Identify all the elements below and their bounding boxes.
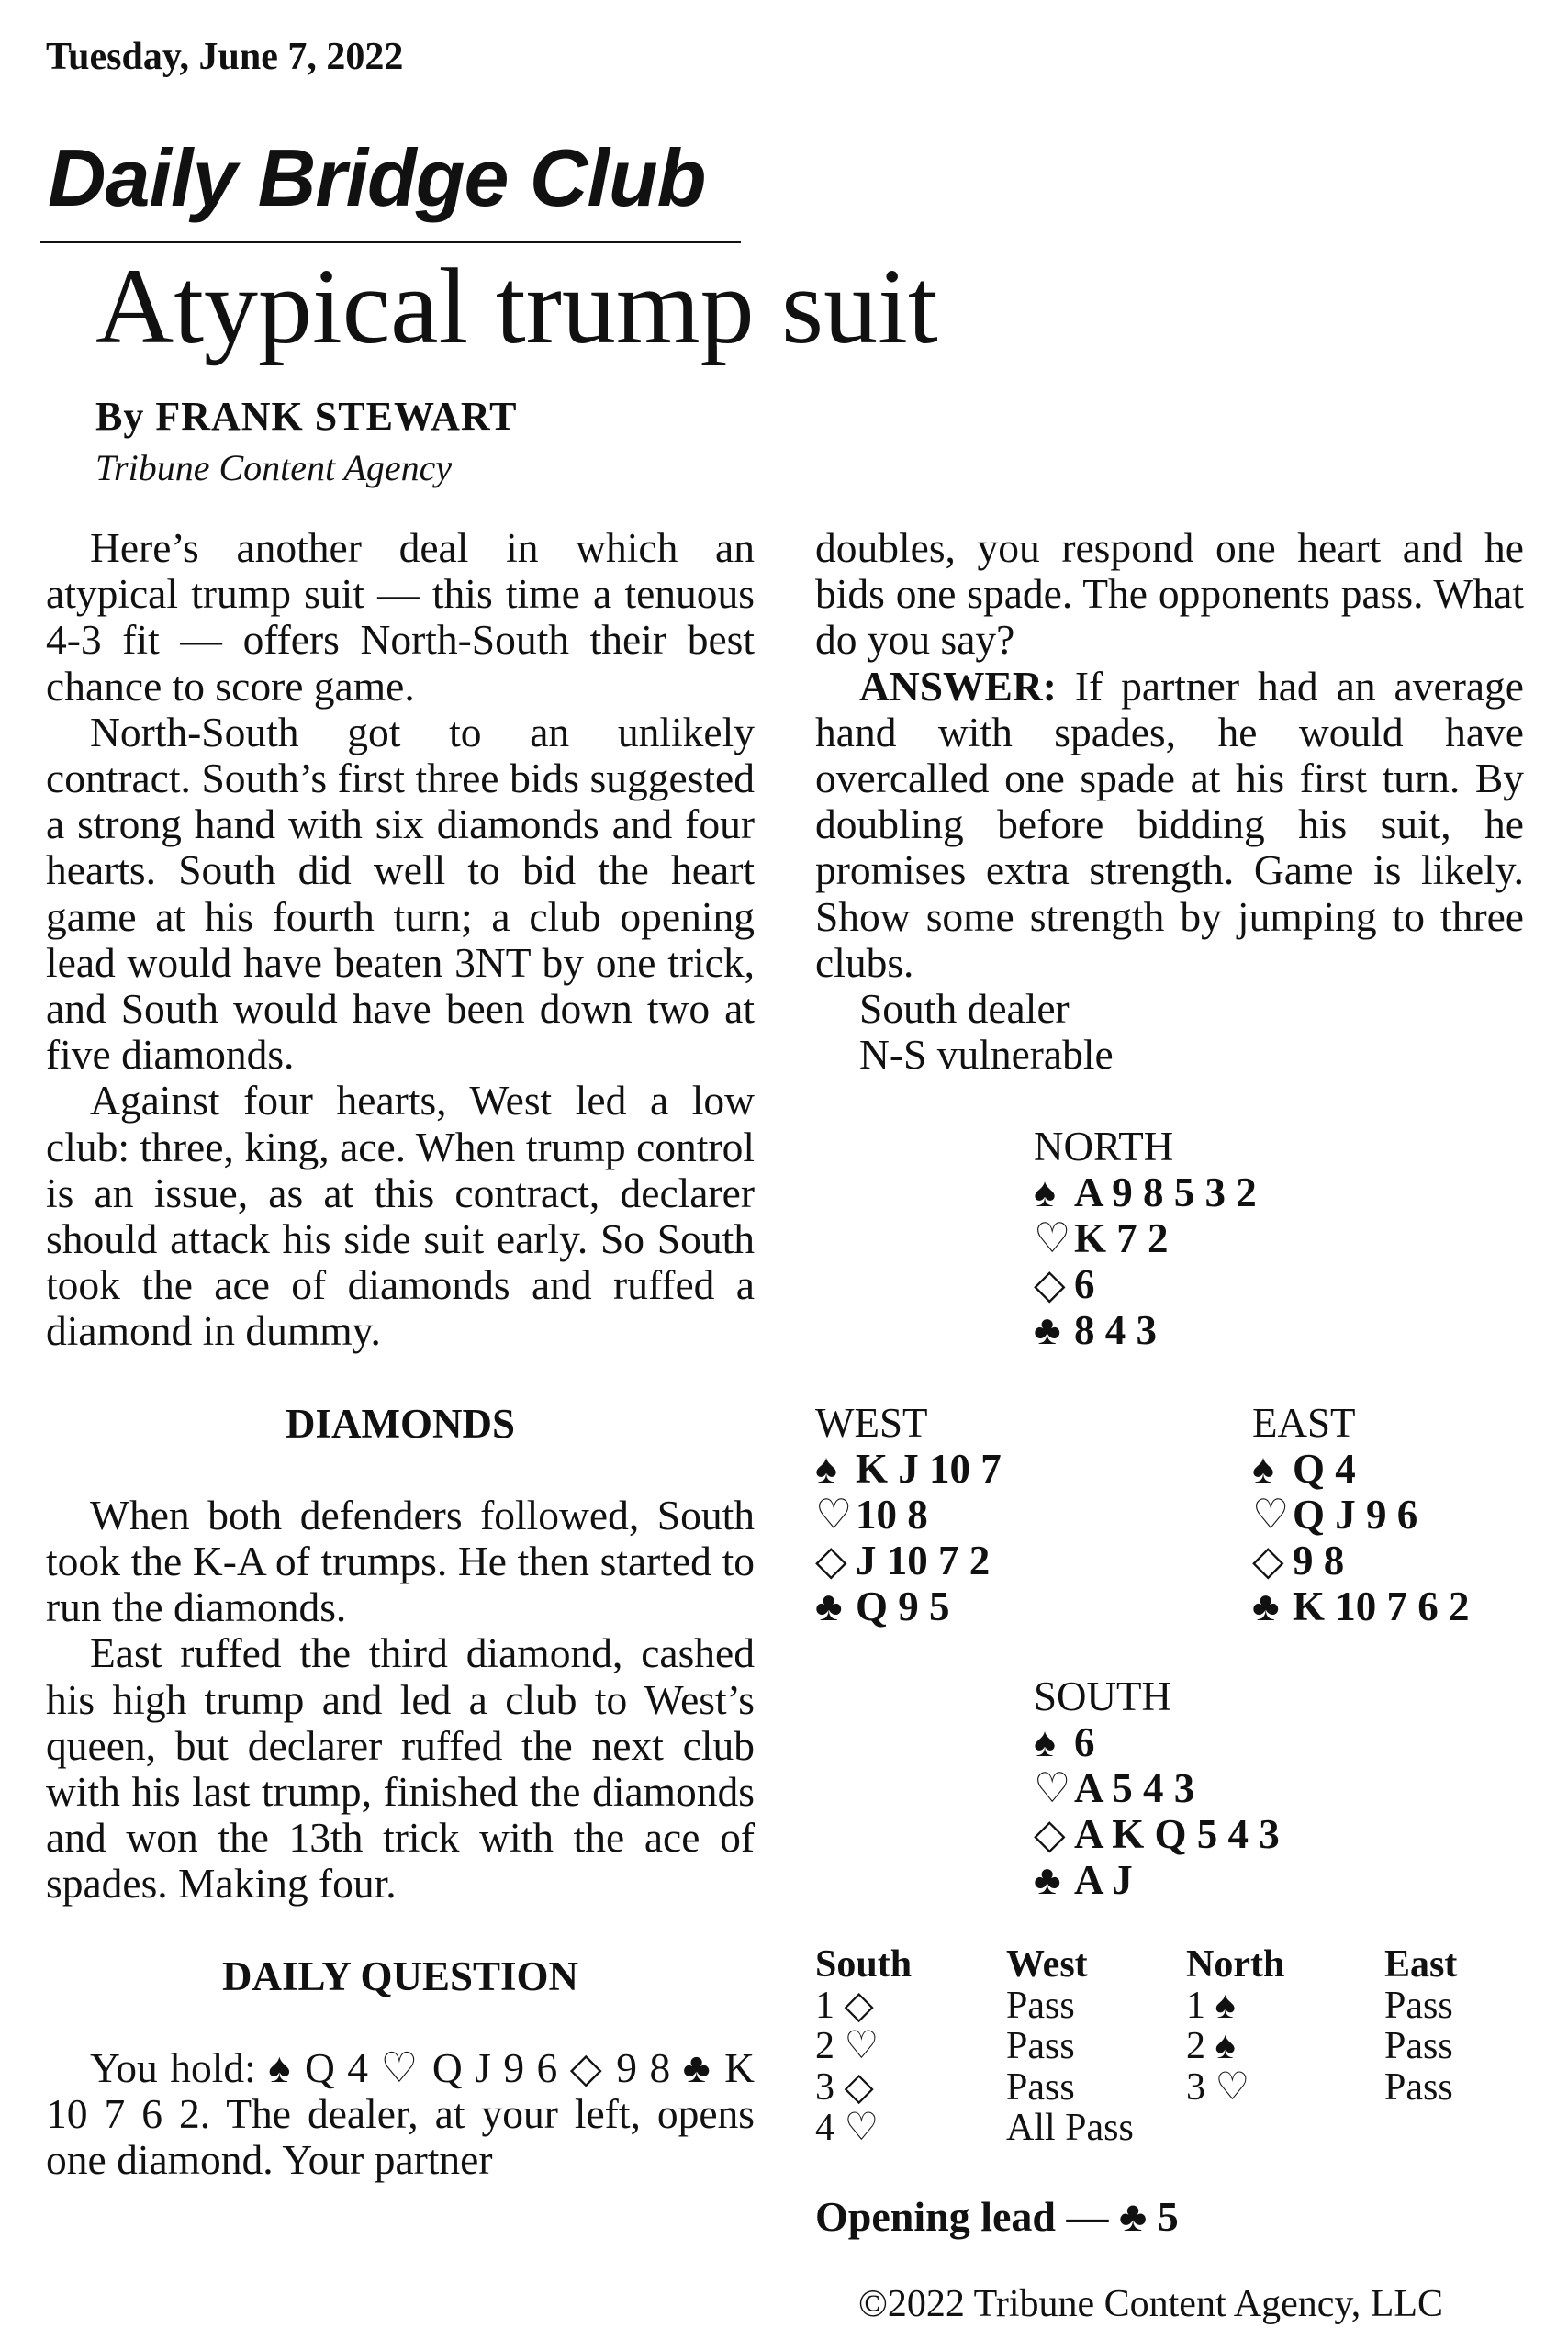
copyright: ©2022 Tribune Content Agency, LLC <box>858 2283 1444 2325</box>
hand-south <box>1034 1673 1280 1903</box>
hand-spades: ♠ K J 10 7 <box>815 1446 1002 1492</box>
diamond-icon: ◇ <box>815 1538 847 1583</box>
auction-bid: 1 ◇ <box>815 1984 874 2027</box>
paragraph: East ruffed the third diamond, cashed his high trump and led a club to West’s queen, but declarer ruffed the next club with his last trump, finished the diamonds and won the 13th trick with the ace of spades. Making four. <box>46 1629 755 1908</box>
paragraph: When both defenders followed, South took the K-A of trumps. He then started to run the diamonds. <box>46 1491 755 1631</box>
hand-spades: ♠ A 9 8 5 3 2 <box>1034 1169 1257 1215</box>
headline: Atypical trump suit <box>95 246 938 366</box>
auction-header: West <box>1006 1943 1088 1986</box>
heart-icon: ♡ <box>815 1492 853 1538</box>
hand-north <box>1034 1124 1257 1353</box>
club-icon: ♣ <box>1252 1583 1280 1629</box>
heart-icon: ♡ <box>1034 1215 1071 1261</box>
club-icon: ♣ <box>1034 1307 1061 1353</box>
auction-header: South <box>815 1943 913 1986</box>
auction-column-west <box>1006 1944 1134 2149</box>
auction-bid: 4 ♡ <box>815 2107 879 2149</box>
hand-hearts: ♡A 5 4 3 <box>1034 1765 1195 1811</box>
hand-diamonds: ◇ J 10 7 2 <box>815 1538 991 1583</box>
auction-bid: Pass <box>1384 1984 1453 2027</box>
answer-text: If partner had an average hand with spades, he would have overcalled one spade at his first turn. By doubling before bidding his suit, he promises extra strength. Game is likely. Show some strength by jumping to three clubs. <box>815 662 1524 986</box>
spade-icon: ♠ <box>815 1446 837 1492</box>
auction-bid: 3 ◇ <box>815 2065 874 2109</box>
auction-bid: Pass <box>1384 2065 1453 2109</box>
hand-label: WEST <box>815 1400 928 1446</box>
auction-column-south <box>815 1944 912 2149</box>
diamond-icon: ◇ <box>1252 1538 1284 1583</box>
hand-diamonds: ◇ 6 <box>1034 1261 1095 1307</box>
paragraph: North-South got to an unlikely contract. South’s first three bids suggested a strong hand with six diamonds and four hearts. South did well to bid the heart game at his fourth turn; a club opening lead would have beaten 3NT by one trick, and South would have been down two at five diamonds. <box>46 708 755 1079</box>
hand-diamonds: ◇ A K Q 5 4 3 <box>1034 1811 1280 1857</box>
auction-bid: All Pass <box>1006 2107 1134 2149</box>
subhead-diamonds: DIAMONDS <box>285 1400 515 1447</box>
hand-label: EAST <box>1252 1400 1356 1446</box>
hand-clubs: ♣ K 10 7 6 2 <box>1252 1583 1470 1629</box>
auction-bid: 2 ♠ <box>1186 2025 1236 2067</box>
auction-bid: 3 ♡ <box>1186 2065 1250 2109</box>
hand-east <box>1252 1400 1470 1629</box>
paragraph: doubles, you respond one heart and he bids one spade. The opponents pass. What do you say? <box>815 524 1524 664</box>
hand-spades: ♠ Q 4 <box>1252 1446 1356 1492</box>
opening-lead: Opening lead — ♣ 5 <box>815 2193 1179 2240</box>
auction-bid: 2 ♡ <box>815 2025 879 2067</box>
paragraph: Against four hearts, West led a low club: three, king, ace. When trump control is an issue, as at this contract, declarer should attack his side suit early. So South took the ace of diamonds and ruffed a diamond in dummy. <box>46 1077 755 1355</box>
heart-icon: ♡ <box>1252 1492 1290 1538</box>
masthead-rule <box>40 241 741 243</box>
spade-icon: ♠ <box>1252 1446 1274 1492</box>
auction-bid: 1 ♠ <box>1186 1984 1236 2027</box>
left-column <box>46 525 755 2184</box>
subhead-daily-question: DAILY QUESTION <box>221 1953 579 1999</box>
byline: By FRANK STEWART <box>95 394 518 439</box>
right-column <box>815 525 1524 1078</box>
hand-diamonds: ◇ 9 8 <box>1252 1538 1345 1583</box>
auction-bid: Pass <box>1384 2025 1453 2067</box>
daily-question-paragraph: You hold: ♠ Q 4 ♡ Q J 9 6 ◇ 9 8 ♣ K 10 7 6 2. The dealer, at your left, opens one diamond. Your partner <box>46 2043 755 2184</box>
diamond-icon: ◇ <box>1034 1261 1066 1307</box>
auction-bid: Pass <box>1006 1984 1075 2027</box>
hand-clubs: ♣ A J <box>1034 1857 1133 1903</box>
hand-spades: ♠ 6 <box>1034 1719 1095 1765</box>
auction-bid: Pass <box>1006 2025 1075 2067</box>
agency-credit: Tribune Content Agency <box>95 447 453 488</box>
club-icon: ♣ <box>1034 1857 1061 1903</box>
auction-column-north <box>1186 1944 1284 2108</box>
hand-hearts: ♡K 7 2 <box>1034 1215 1169 1261</box>
auction-bid: Pass <box>1006 2065 1075 2109</box>
spade-icon: ♠ <box>1034 1169 1056 1215</box>
auction-header: East <box>1384 1943 1458 1986</box>
hand-label: NORTH <box>1034 1124 1174 1169</box>
hand-clubs: ♣ Q 9 5 <box>815 1583 950 1629</box>
club-icon: ♣ <box>815 1583 843 1629</box>
auction-column-east <box>1384 1944 1457 2108</box>
hand-clubs: ♣ 8 4 3 <box>1034 1307 1157 1353</box>
hand-hearts: ♡Q J 9 6 <box>1252 1492 1418 1538</box>
paragraph: Here’s another deal in which an atypical trump suit — this time a tenuous 4-3 fit — offers North-South their best chance to score game. <box>46 524 755 710</box>
hand-hearts: ♡10 8 <box>815 1492 928 1538</box>
hand-west <box>815 1400 1002 1629</box>
masthead: Daily Bridge Club <box>48 132 706 223</box>
vulnerability-line: N-S vulnerable <box>859 1031 1114 1079</box>
answer-paragraph <box>815 664 1524 986</box>
hand-label: SOUTH <box>1034 1673 1172 1719</box>
auction-header: North <box>1186 1943 1285 1986</box>
heart-icon: ♡ <box>1034 1765 1071 1811</box>
diamond-icon: ◇ <box>1034 1811 1066 1857</box>
answer-label: ANSWER: <box>859 662 1057 710</box>
date-line: Tuesday, June 7, 2022 <box>46 36 404 78</box>
dealer-line: South dealer <box>859 985 1070 1033</box>
spade-icon: ♠ <box>1034 1719 1056 1765</box>
